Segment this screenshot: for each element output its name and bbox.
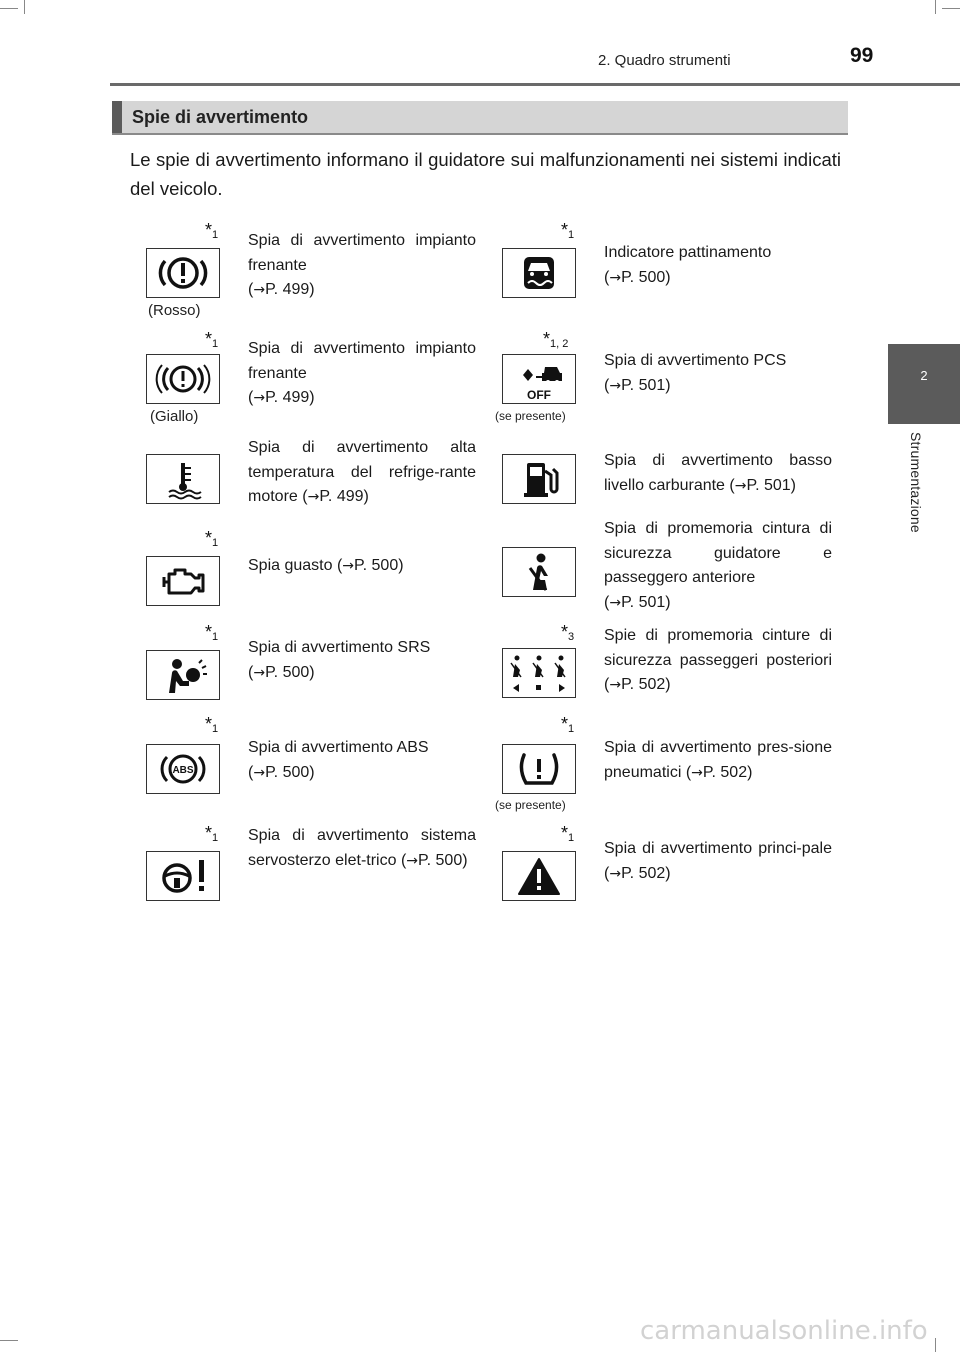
tire-pressure-icon xyxy=(502,744,576,794)
steering-warning-icon xyxy=(146,851,220,901)
warning-description: Spia di avvertimento sistema servosterzo elet-trico (→P. 500) xyxy=(248,827,476,869)
chapter-tab xyxy=(888,344,960,424)
pcs-off-label: OFF xyxy=(527,388,551,402)
warning-description: Spia di avvertimento ABS (→P. 500) xyxy=(248,739,429,781)
warning-description: Spia di avvertimento impianto frenante (→P. 499) xyxy=(248,232,476,298)
warning-description: Spia di promemoria cintura di sicurezza guidatore e passeggero anteriore (→P. 501) xyxy=(604,520,832,611)
icon-caption: (Giallo) xyxy=(150,408,199,425)
icon-caption: (se presente) xyxy=(495,798,566,812)
abs-icon xyxy=(146,744,220,794)
engine-check-icon xyxy=(146,556,220,606)
crop-mark xyxy=(942,8,960,9)
footnote-marker: $*_1$ xyxy=(561,823,575,844)
footnote-marker: $*_{1, 2}$ xyxy=(543,329,569,350)
footnote-marker: $*_1$ xyxy=(561,714,575,735)
chapter-title: Strumentazione xyxy=(908,432,924,533)
crop-mark xyxy=(935,0,936,14)
warning-description: Spie di promemoria cinture di sicurezza passeggeri posteriori (→P. 502) xyxy=(604,627,832,693)
footnote-marker: $*_1$ xyxy=(205,329,219,350)
warning-description: Spia di avvertimento PCS (→P. 501) xyxy=(604,352,787,394)
warning-description: Spia di avvertimento SRS (→P. 500) xyxy=(248,639,431,681)
footnote-marker: $*_1$ xyxy=(205,528,219,549)
crop-mark xyxy=(935,1338,936,1352)
warning-description: Indicatore pattinamento (→P. 500) xyxy=(604,244,772,286)
crop-mark xyxy=(24,0,25,14)
footnote-marker: $*_1$ xyxy=(205,220,219,241)
running-header: 2. Quadro strumenti xyxy=(598,52,731,69)
master-warning-icon xyxy=(502,851,576,901)
chapter-number: 2 xyxy=(920,368,928,383)
warning-description: Spia di avvertimento basso livello carburante (→P. 501) xyxy=(604,452,832,494)
fuel-pump-icon xyxy=(502,454,576,504)
airbag-icon xyxy=(146,650,220,700)
footnote-marker: $*_3$ xyxy=(561,622,575,643)
footnote-marker: $*_1$ xyxy=(205,714,219,735)
warning-description: Spia guasto (→P. 500) xyxy=(248,557,404,574)
icon-caption: (se presente) xyxy=(495,409,566,423)
rear-seatbelt-icon xyxy=(502,648,576,698)
section-heading: Spie di avvertimento xyxy=(112,101,848,133)
brake-warning-icon xyxy=(146,248,220,298)
warning-description: Spia di avvertimento princi-pale (→P. 502) xyxy=(604,840,832,882)
coolant-temperature-icon xyxy=(146,454,220,504)
watermark: carmanualsonline.info xyxy=(640,1316,928,1346)
warning-description: Spia di avvertimento alta temperatura del refrige-rante motore (→P. 499) xyxy=(248,439,476,505)
abs-label: ABS xyxy=(172,765,194,776)
icon-caption: (Rosso) xyxy=(148,302,201,319)
brake-warning-yellow-icon xyxy=(146,354,220,404)
section-rule xyxy=(112,133,848,135)
crop-mark xyxy=(0,1340,18,1341)
slip-indicator-icon xyxy=(502,248,576,298)
footnote-marker: $*_1$ xyxy=(205,622,219,643)
crop-mark xyxy=(0,8,18,9)
footnote-marker: $*_1$ xyxy=(561,220,575,241)
header-rule xyxy=(110,83,960,86)
warning-description: Spia di avvertimento impianto frenante (→P. 499) xyxy=(248,340,476,406)
page-number: 99 xyxy=(850,44,874,67)
seatbelt-reminder-icon xyxy=(502,547,576,597)
pcs-off-icon xyxy=(502,354,576,404)
warning-description: Spia di avvertimento pres-sione pneumatici (→P. 502) xyxy=(604,739,832,781)
footnote-marker: $*_1$ xyxy=(205,823,219,844)
intro-paragraph: Le spie di avvertimento informano il guidatore sui malfunzionamenti nei sistemi indicati del veicolo. xyxy=(130,149,841,199)
